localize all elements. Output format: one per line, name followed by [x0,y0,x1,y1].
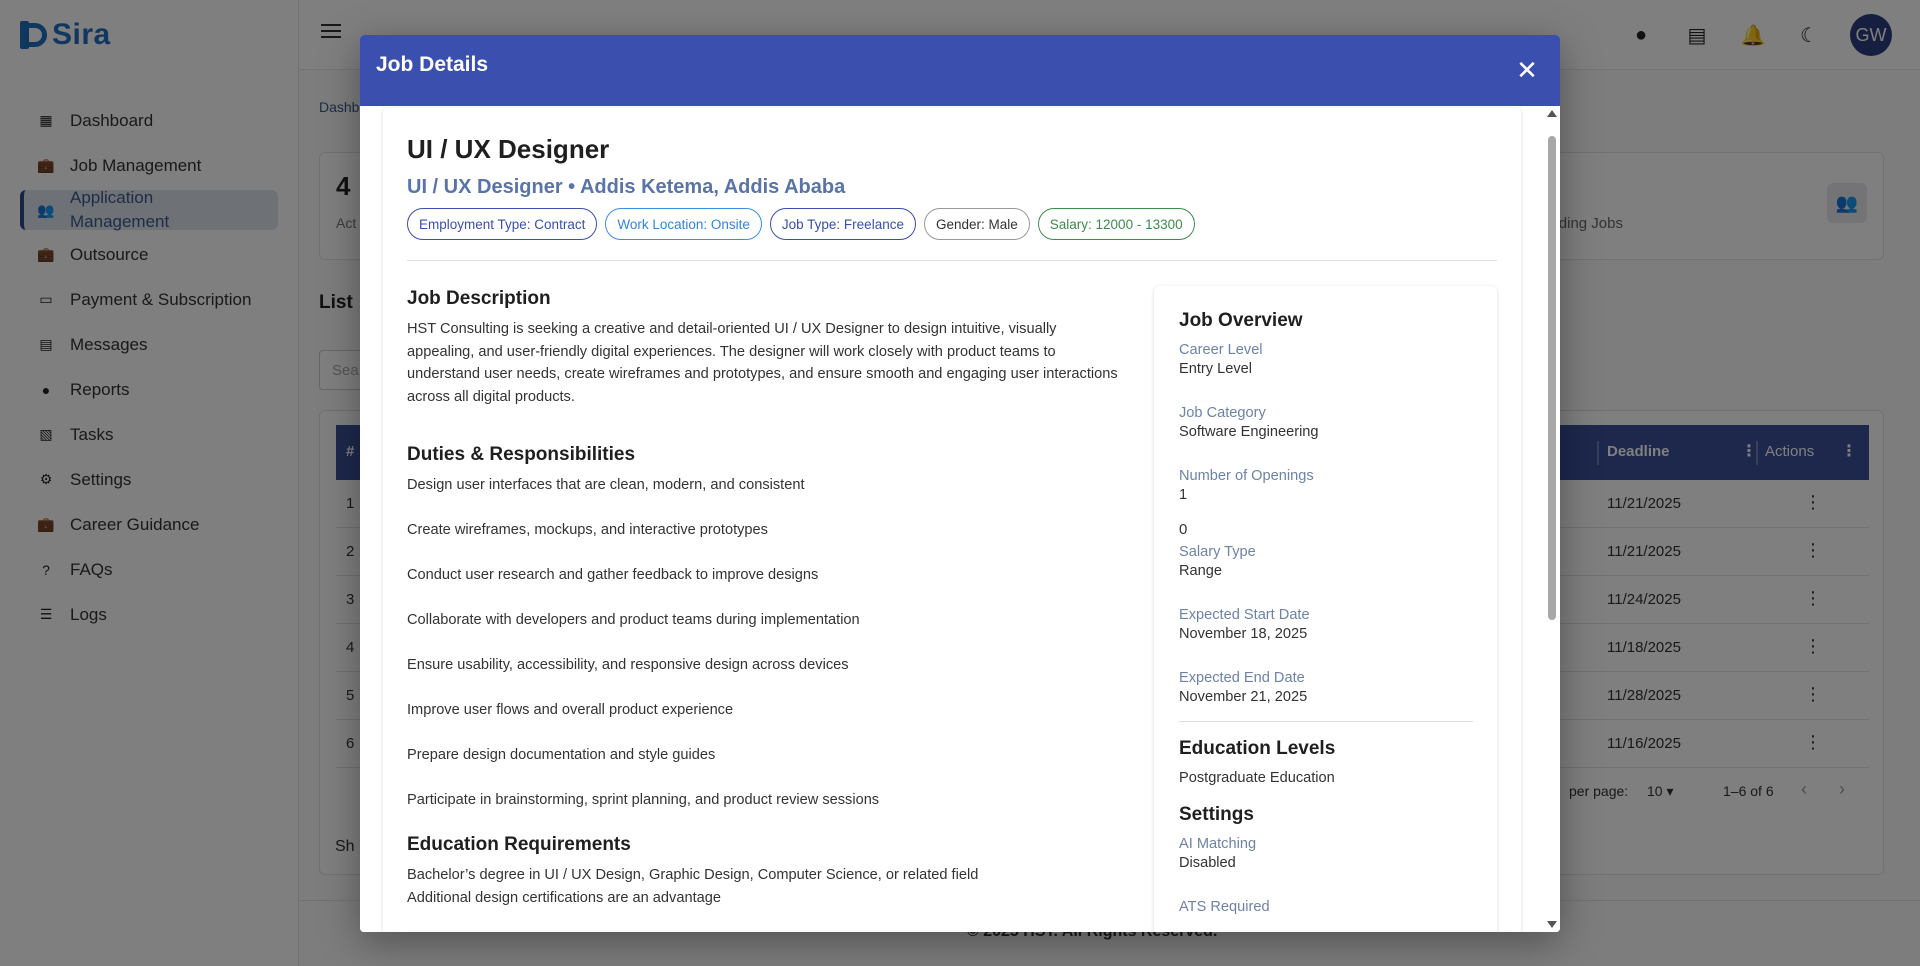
job-overview-card [1154,286,1497,932]
modal-scrollbar[interactable] [1544,106,1560,932]
job-description-text: HST Consulting is seeking a creative and detail-oriented UI / UX Designer to design intuitive, visually appealing, and user-friendly digital experiences. The designer will work closely with product teams to understand user needs, create wireframes and prototypes, and ensure smooth and engaging user interactions across all digital products. [407,321,1118,405]
job-content-card [383,108,1521,932]
duties-title: Duties & Responsibilities [407,444,636,465]
close-icon[interactable]: ✕ [1516,55,1538,85]
job-chip: Job Type: Freelance [770,208,916,240]
salary-type-label: Salary Type [1179,544,1256,560]
education-requirement-item: Bachelor’s degree in UI / UX Design, Graphic Design, Computer Science, or related field [407,867,979,883]
career-level-label: Career Level [1179,342,1263,358]
job-category-label: Job Category [1179,405,1266,421]
job-title: UI / UX Designer [407,134,610,164]
stray-value: 0 [1179,521,1188,538]
divider [1179,721,1473,722]
start-date-label: Expected Start Date [1179,607,1310,623]
job-chip: Salary: 12000 - 13300 [1038,208,1195,240]
scroll-thumb[interactable] [1548,136,1556,620]
education-requirements-list [407,864,1127,909]
divider [407,260,1497,261]
salary-type-value: Range [1179,563,1223,579]
modal-body [360,106,1560,932]
duty-item: Create wireframes, mockups, and interactive prototypes [407,522,768,538]
job-overview-title: Job Overview [1179,310,1303,331]
duty-item: Participate in brainstorming, sprint planning, and product review sessions [407,792,880,808]
education-levels-title: Education Levels [1179,738,1336,759]
job-chip: Gender: Male [924,208,1030,240]
ats-required-label: ATS Required [1179,899,1270,915]
duty-item: Conduct user research and gather feedback to improve designs [407,567,819,583]
end-date-label: Expected End Date [1179,670,1305,686]
duty-item: Improve user flows and overall product experience [407,702,734,718]
settings-title: Settings [1179,804,1254,825]
duty-item: Design user interfaces that are clean, modern, and consistent [407,477,805,493]
job-description-title: Job Description [407,288,551,309]
job-main-column [407,288,1127,909]
scroll-down-icon[interactable] [1547,921,1557,928]
modal-header [360,35,1560,106]
scroll-up-icon[interactable] [1547,110,1557,117]
duty-item: Ensure usability, accessibility, and responsive design across devices [407,657,849,673]
ai-matching-value: Disabled [1179,855,1236,871]
modal-title: Job Details [376,53,489,76]
duty-item: Prepare design documentation and style guides [407,747,716,763]
job-details-modal [360,35,1560,932]
duty-item: Collaborate with developers and product teams during implementation [407,612,860,628]
job-chip: Employment Type: Contract [407,208,597,240]
job-category-value: Software Engineering [1179,424,1319,440]
start-date-value: November 18, 2025 [1179,626,1308,642]
end-date-value: November 21, 2025 [1179,689,1308,705]
openings-label: Number of Openings [1179,468,1314,484]
education-level-value: Postgraduate Education [1179,770,1335,786]
job-chips [407,208,1195,240]
duties-list [407,474,1127,811]
openings-value: 1 [1179,487,1188,503]
career-level-value: Entry Level [1179,361,1253,377]
ai-matching-label: AI Matching [1179,836,1257,852]
education-requirement-item: Additional design certifications are an advantage [407,889,721,906]
education-requirements-title: Education Requirements [407,834,631,855]
job-subtitle: UI / UX Designer • Addis Ketema, Addis Ababa [407,176,846,198]
job-chip: Work Location: Onsite [605,208,762,240]
